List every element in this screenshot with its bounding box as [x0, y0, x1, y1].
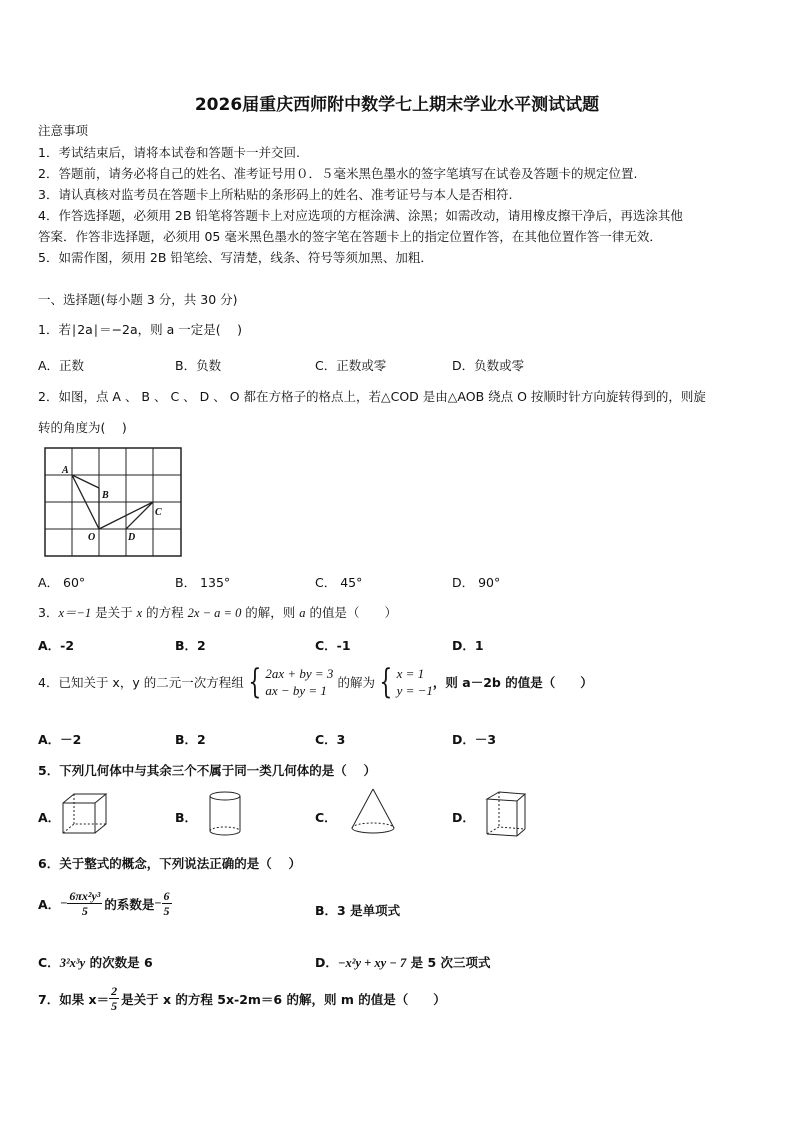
- q4-mid: 的解为: [337, 675, 375, 690]
- notice-item: 2．答题前，请务必将自己的姓名、准考证号用０．５毫米黑色墨水的签字笔填写在试卷及答题卡的规定位置.: [38, 166, 638, 181]
- q6c-prefix: C．: [38, 955, 60, 970]
- cylinder-icon: [205, 789, 245, 839]
- section-heading: 一、选择题(每小题 3 分，共 30 分): [38, 292, 238, 307]
- page-title: 2026届重庆西师附中数学七上期末学业水平测试试题: [194, 95, 600, 115]
- q6-option-d: [315, 953, 491, 971]
- q6-option-a: A． − $\frac{\text{6πx²y³}}{5}$ 的系数是 − $\frac{6}{5}$: [38, 889, 170, 918]
- notice-heading: 注意事项: [38, 123, 89, 138]
- q6a-prefix: A．: [38, 896, 61, 912]
- question-2-stem-cont: 转的角度为( ): [38, 420, 127, 435]
- q6a-fraction: [67, 889, 102, 918]
- q5-option-d: D．: [452, 810, 475, 825]
- q2-option-a: A． 60°: [38, 575, 86, 590]
- q7-fraction: [109, 984, 119, 1013]
- notice-item: 5．如需作图，须用 2B 铅笔绘、写清楚，线条、符号等须加黑、加粗．: [38, 250, 433, 265]
- notice-item: 答案．作答非选择题，必须用 05 毫米黑色墨水的签字笔在答题卡上的指定位置作答，在其他位置作答一律无效．: [38, 229, 662, 244]
- q4-option-b: B．2: [175, 732, 206, 747]
- q1-option-d: D．负数或零: [452, 358, 525, 373]
- cube-icon: [60, 791, 110, 837]
- question-7-stem: [38, 984, 446, 1013]
- q7-prefix: 7．如果 x＝: [38, 991, 110, 1007]
- q3-option-c: C．-1: [315, 638, 351, 653]
- q4-sol-2: y = −1: [396, 683, 433, 698]
- cone-icon: [348, 786, 398, 838]
- q4-option-d: D．－3: [452, 732, 497, 747]
- q1-option-a: A．正数: [38, 358, 85, 373]
- label-c: C: [155, 507, 162, 518]
- q6-option-c: [38, 953, 153, 971]
- q4-prefix: 4．已知关于 x，y 的二元一次方程组: [38, 675, 244, 690]
- question-2-stem: 2．如图，点 A 、 B 、 C 、 D 、 O 都在方格子的格点上，若△COD 是由△AOB 绕点 O 按顺时针方向旋转得到的，则旋: [38, 389, 706, 404]
- label-o: O: [88, 532, 96, 543]
- q6a-num: 6πx²y³: [69, 889, 101, 903]
- q5-option-c: C．: [315, 810, 337, 825]
- question-3-stem: [38, 603, 397, 621]
- q2-option-c: C． 45°: [315, 575, 363, 590]
- grid-figure: [42, 445, 187, 560]
- q4-end: ，则 a－2b 的值是（ ）: [432, 675, 593, 690]
- q7-end: 是关于 x 的方程 5x-2m＝6 的解，则 m 的值是（ ）: [121, 991, 446, 1007]
- q6a-den2: 5: [163, 904, 170, 918]
- q7-den: 5: [111, 999, 118, 1013]
- q6a-num2: 6: [163, 889, 170, 903]
- q3-option-d: D．1: [452, 638, 484, 653]
- q1-option-b: B．负数: [175, 358, 222, 373]
- question-6-stem: 6．关于整式的概念，下列说法正确的是（ ）: [38, 856, 302, 871]
- q6a-mid: 的系数是: [104, 896, 155, 912]
- q4-solution: { x = 1 y = −1: [379, 662, 433, 702]
- q4-sol-1: x = 1: [396, 666, 425, 681]
- q6d-end: 是 5 次三项式: [406, 955, 491, 970]
- q5-option-a: A．: [38, 810, 61, 825]
- q2-option-b: B． 135°: [175, 575, 231, 590]
- q3-math-3: 2x − a = 0: [187, 606, 242, 620]
- q4-option-a: A．－2: [38, 732, 82, 747]
- notice-item: 4．作答选择题，必须用 2B 铅笔将答题卡上对应选项的方框涂满、涂黑；如需改动，请用橡皮擦干净后，再选涂其他: [38, 208, 683, 223]
- q5-option-b: B．: [175, 810, 198, 825]
- q4-eq-1: 2ax + by = 3: [265, 666, 334, 681]
- q3-math-2: x: [136, 606, 143, 620]
- q6c-end: 的次数是 6: [85, 955, 153, 970]
- q3-text-3: 的解，则: [241, 605, 300, 620]
- q1-option-c: C．正数或零: [315, 358, 387, 373]
- q3-text-end: 的值是（ ）: [305, 605, 398, 620]
- q6d-prefix: D．: [315, 955, 338, 970]
- q2-option-d: D． 90°: [452, 575, 501, 590]
- q6d-math: −x²y + xy − 7: [337, 956, 407, 970]
- q3-math-1: x＝−1: [58, 606, 92, 620]
- q6c-math: 3²x³y: [59, 956, 86, 970]
- notice-item: 1．考试结束后，请将本试卷和答题卡一并交回.: [38, 145, 300, 160]
- q3-text-2: 的方程: [142, 605, 188, 620]
- q6a-fraction-2: [162, 889, 172, 918]
- q4-eq-2: ax − by = 1: [265, 683, 327, 698]
- q7-num: 2: [111, 984, 118, 998]
- q3-text-1: 是关于: [91, 605, 137, 620]
- question-4-stem: [38, 662, 593, 702]
- q3-option-b: B．2: [175, 638, 206, 653]
- q6-option-b: B．3 是单项式: [315, 903, 401, 918]
- q4-system: { 2ax + by = 3 ax − by = 1: [248, 662, 334, 702]
- q3-prefix: 3．: [38, 605, 59, 620]
- question-1-stem: 1．若∣2a∣＝−2a，则 a 一定是( ): [38, 322, 242, 337]
- question-5-stem: 5．下列几何体中与其余三个不属于同一类几何体的是（ ）: [38, 763, 377, 778]
- q6a-den: 5: [81, 904, 88, 918]
- q3-math-4: a: [299, 606, 306, 620]
- notice-item: 3．请认真核对监考员在答题卡上所粘贴的条形码上的姓名、准考证号与本人是否相符.: [38, 187, 513, 202]
- prism-icon: [483, 789, 531, 841]
- q4-option-c: C．3: [315, 732, 346, 747]
- q3-option-a: A．-2: [38, 638, 75, 653]
- label-b: B: [102, 490, 109, 501]
- label-d: D: [128, 532, 136, 543]
- label-a: A: [62, 465, 69, 476]
